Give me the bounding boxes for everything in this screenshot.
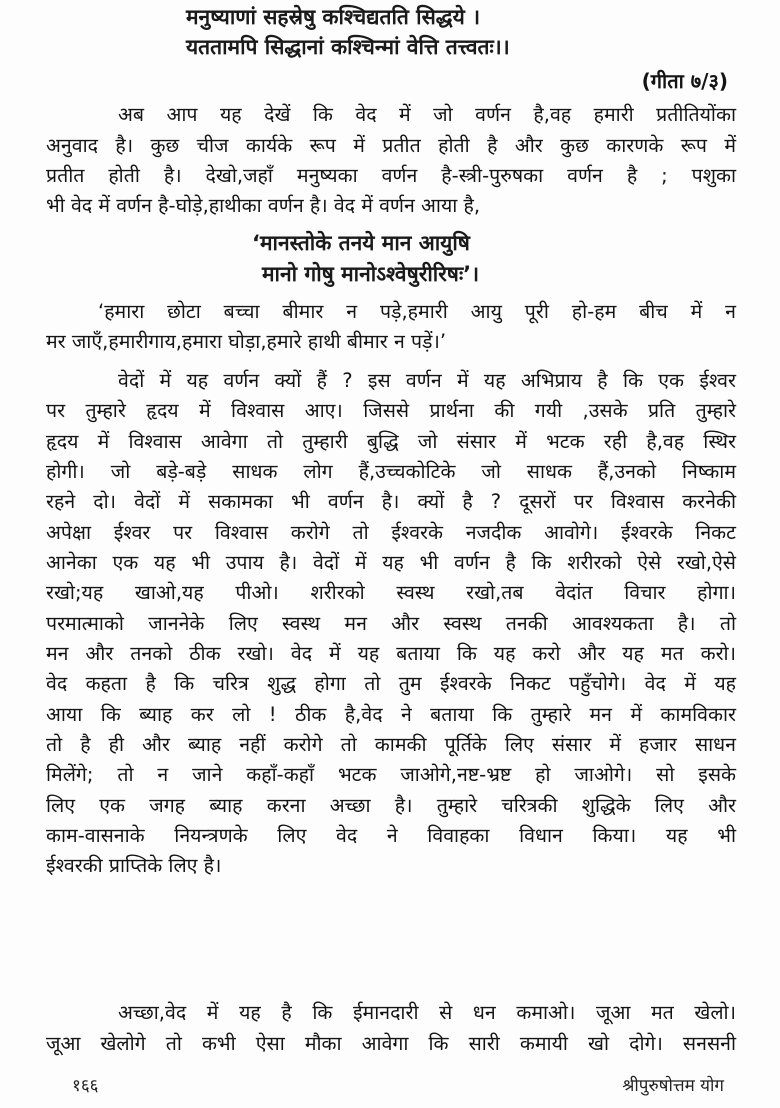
paragraph-3-line-9: परमात्माको जाननेके लिए स्वस्थ मन और स्वस्थ तनकी आवश्यकता है। तो — [46, 612, 736, 635]
paragraph-3-line-1: वेदों में यह वर्णन क्यों हैं ? इस वर्णन में यह अभिप्राय है कि एक ईश्वर — [118, 369, 736, 392]
paragraph-3-line-15: लिए एक जगह ब्याह करना अच्छा है। तुम्हारे चरित्रकी शुद्धिके लिए और — [46, 794, 736, 817]
vedic-verse-line-1: ‘मानस्तोके तनये मान आयुषि — [252, 231, 470, 255]
paragraph-1-line-4: भी वेद में वर्णन है-घोड़े,हाथीका वर्णन है। वेद में वर्णन आया है, — [46, 194, 481, 217]
paragraph-3-line-4: होगी। जो बड़े-बड़े साधक लोग हैं,उच्चकोटिके जो साधक हैं,उनको निष्काम — [46, 460, 736, 483]
verse-reference: (गीता ७/३) — [641, 69, 728, 93]
paragraph-2-line-2: मर जाएँ,हमारीगाय,हमारा घोड़ा,हमारे हाथी बीमार न पड़ें।’ — [46, 330, 447, 353]
paragraph-3-line-8: रखो;यह खाओ,यह पीओ। शरीरको स्वस्थ रखो,तब वेदांत विचार होगा। — [46, 581, 736, 604]
gita-verse-line-2: यततामपि सिद्धानां कश्चिन्मां वेत्ति तत्त्वतः।। — [186, 35, 510, 59]
paragraph-3-line-6: अपेक्षा ईश्वर पर विश्वास करोगे तो ईश्वरके नजदीक आवोगे। ईश्वरके निकट — [46, 521, 736, 544]
gita-verse-line-1: मनुष्याणां सहस्रेषु कश्चिद्यतति सिद्धये । — [186, 5, 481, 29]
paragraph-3-line-13: तो है ही और ब्याह नहीं करोगे तो कामकी पूर्तिके लिए संसार में हजार साधन — [46, 733, 736, 756]
paragraph-3-line-17: ईश्वरकी प्राप्तिके लिए है। — [46, 854, 222, 877]
paragraph-3-line-11: वेद कहता है कि चरित्र शुद्ध होगा तो तुम ईश्वरके निकट पहुँचोगे। वेद में यह — [46, 672, 736, 695]
paragraph-3-line-5: रहने दो। वेदों में सकामका भी वर्णन है। क्यों है ? दूसरों पर विश्वास करनेकी — [46, 490, 736, 513]
paragraph-3-line-3: हृदय में विश्वास आवेगा तो तुम्हारी बुद्धि जो संसार में भटक रही है,वह स्थिर — [46, 430, 736, 453]
paragraph-2-line-1: ‘हमारा छोटा बच्चा बीमार न पड़े,हमारी आयु पूरी हो-हम बीच में न — [98, 300, 736, 323]
paragraph-3-line-12: आया कि ब्याह कर लो ! ठीक है,वेद ने बताया कि तुम्हारे मन में कामविकार — [46, 703, 736, 726]
page-number: १६६ — [72, 1076, 99, 1096]
paragraph-1-line-2: अनुवाद है। कुछ चीज कार्यके रूप में प्रतीत होती है और कुछ कारणके रूप में — [46, 134, 736, 157]
paragraph-4-line-2: जूआ खेलोगे तो कभी ऐसा मौका आवेगा कि सारी कमायी खो दोगे। सनसनी — [46, 1032, 736, 1055]
paragraph-1-line-3: प्रतीत होती है। देखो,जहाँ मनुष्यका वर्णन है-स्त्री-पुरुषका वर्णन है ; पशुका — [46, 164, 736, 187]
paragraph-3-line-7: आनेका एक यह भी उपाय है। वेदों में यह भी वर्णन है कि शरीरको ऐसे रखो,ऐसे — [46, 551, 736, 574]
paragraph-3-line-16: काम-वासनाके नियन्त्रणके लिए वेद ने विवाहका विधान किया। यह भी — [46, 824, 736, 847]
paragraph-4-line-1: अच्छा,वेद में यह है कि ईमानदारी से धन कमाओ। जूआ मत खेलो। — [118, 1001, 736, 1024]
vedic-verse-line-2: मानो गोषु मानोऽश्वेषुरीरिषः’। — [262, 262, 480, 286]
paragraph-3-line-10: मन और तनको ठीक रखो। वेद में यह बताया कि यह करो और यह मत करो। — [46, 642, 736, 665]
paragraph-3-line-14: मिलेंगे; तो न जाने कहाँ-कहाँ भटक जाओगे,नष्ट-भ्रष्ट हो जाओगे। सो इसके — [46, 763, 736, 786]
paragraph-3-line-2: पर तुम्हारे हृदय में विश्वास आए। जिससे प्रार्थना की गयी ,उसके प्रति तुम्हारे — [46, 399, 736, 422]
running-footer-title: श्रीपुरुषोत्तम योग — [622, 1076, 724, 1096]
paragraph-1-line-1: अब आप यह देखें कि वेद में जो वर्णन है,वह हमारी प्रतीतियोंका — [118, 103, 736, 126]
